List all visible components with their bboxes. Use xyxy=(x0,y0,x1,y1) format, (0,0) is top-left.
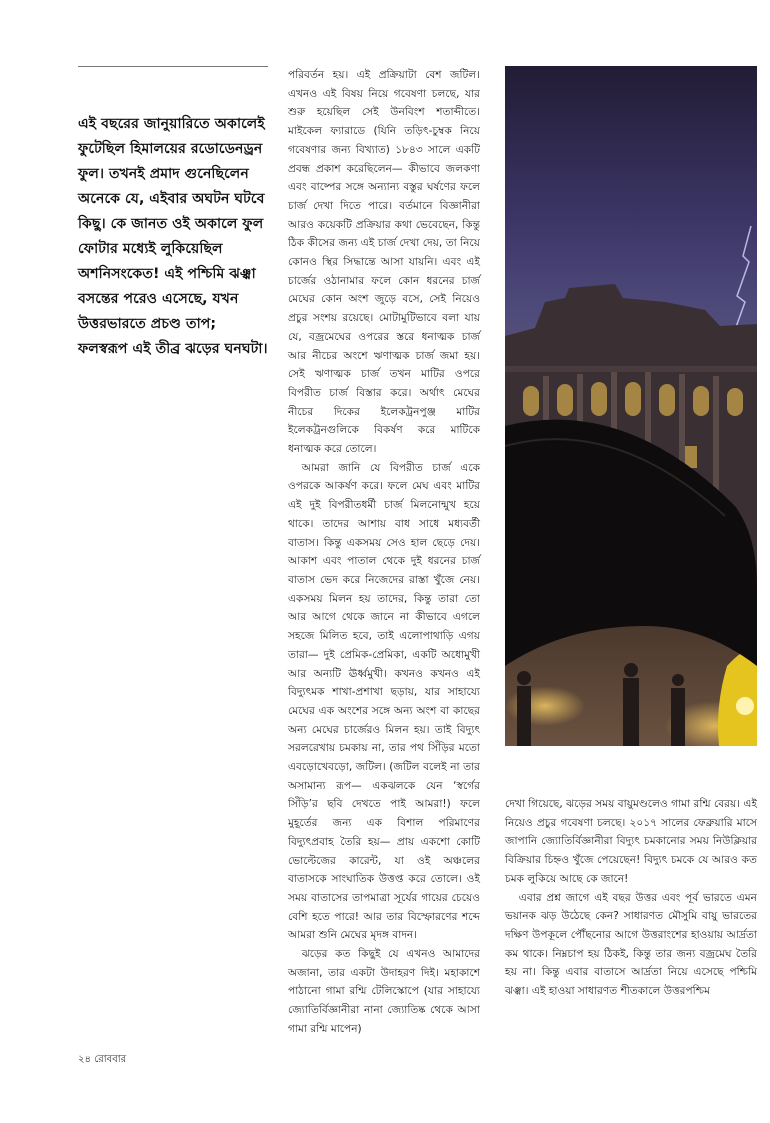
article-column-middle xyxy=(288,66,480,1039)
article-paragraph: এবার প্রশ্ন জাগে এই বছর উত্তর এবং পূর্ব ভারতে এমন ভয়ানক ঝড় উঠেছে কেন? সাধারণত মৌসুমি বায়ু ভারতের দক্ষিণ উপকূলে পৌঁছনোর আগে উত্তরাংশের হাওয়ায় আর্দ্রতা কম থাকে। নিম্নচাপ হয় ঠিকই, কিন্তু তার জন্য বজ্রমেঘ তৈরি হয় না। কিন্তু এবার বাতাসে আর্দ্রতা নিয়ে এসেছে পশ্চিমি ঝঞ্ঝা। এই হাওয়া সাধারণত শীতকালে উত্তরপশ্চিম xyxy=(505,891,757,998)
pull-quote-rule xyxy=(78,66,268,67)
lightning-bolt xyxy=(731,226,751,341)
pull-quote: এই বছরের জানুয়ারিতে অকালেই ফুটেছিল হিমালয়ের রডোডেনড্রন ফুল। তখনই প্রমাদ গুনেছিলেন অনেকে যে, এইবার অঘটন ঘটবে কিছু। কে জানত ওই অকালে ফুল ফোটার মধ্যেই লুকিয়েছিল অশনিসংকেত! এই পশ্চিমি ঝঞ্ঝা বসন্তের পরেও এসেছে, যখন উত্তরভারতে প্রচণ্ড তাপ; ফলস্বরূপ এই তীব্র ঝড়ের ঘনঘটা। xyxy=(78,116,268,357)
page-footer xyxy=(78,1052,126,1069)
article-column-right xyxy=(505,795,757,1001)
storm-photo xyxy=(505,66,757,746)
page-number: ২৪ xyxy=(78,1054,91,1065)
article-paragraph: ঝড়ের কত কিছুই যে এখনও আমাদের অজানা, তার একটা উদাহরণ দিই। মহাকাশে পাঠানো গামা রশ্মি টেলিস্কোপে (যার সাহায্যে জ্যোতির্বিজ্ঞানীরা নানা জ্যোতিষ্ক থেকে আসা গামা রশ্মি মাপেন) xyxy=(288,948,480,1035)
storm-photo-illustration xyxy=(505,66,757,746)
magazine-name: রোববার xyxy=(94,1054,127,1065)
article-paragraph: আমরা জানি যে বিপরীত চার্জ একে ওপরকে আকর্ষণ করে। ফলে মেঘ এবং মাটির এই দুই বিপরীতধর্মী চার্জ মিলনোন্মুখ হয়ে থাকে। তাদের আশায় বাধ সাধে মধ্যবর্তী বাতাস। কিন্তু একসময় সেও হাল ছেড়ে দেয়। আকাশ এবং পাতাল থেকে দুই ধরনের চার্জ বাতাস ভেদ করে নিজেদের রাস্তা খুঁজে নেয়। একসময় মিলন হয় তাদের, কিন্তু তারা তো আর আগে থেকে জানে না কীভাবে এগলে সহজে মিলিত হবে, তাই এলোপাথাড়ি এগয় তারা— দুই প্রেমিক-প্রেমিকা, একটি অধোমুখী আর অন্যটি ঊর্ধ্বমুখী। কখনও কখনও এই বিদ্যুৎমক শাখা-প্রশাখা ছড়ায়, যার সাহায্যে মেঘের এক অংশের সঙ্গে অন্য অংশ বা কাছের অন্য মেঘের চার্জেরও মিলন হয়। তাই বিদ্যুৎ সরলরেখায় চমকায় না, তার পথ সিঁড়ির মতো এবড়োখেবড়ো, জটিল। (জটিল বলেই না তার অসামান্য রূপ— একঝলকে যেন ‘স্বর্গের সিঁড়ি’র ছবি দেখতে পাই আমরা!) ফলে মুহূর্তের জন্য এক বিশাল পরিমাণের বিদ্যুৎপ্রবাহ তৈরি হয়— প্রায় একশো কোটি ভোল্টেজের কারেন্ট, যা ওই অঞ্চলের বাতাসকে সাংঘাতিক উত্তপ্ত করে তোলে। ওই সময় বাতাসের তাপমাত্রা সূর্যের গায়ের চেয়েও বেশি হতে পারে! আর তার বিস্ফোরণের শব্দে আমরা শুনি মেঘের মৃদঙ্গ বাদন। xyxy=(288,461,480,942)
article-paragraph: দেখা গিয়েছে, ঝড়ের সময় বায়ুমণ্ডলেও গামা রশ্মি বেরয়। এই নিয়েও প্রচুর গবেষণা চলছে। ২০১৭ সালের ফেব্রুয়ারি মাসে জাপানি জ্যোতির্বিজ্ঞানীরা বিদ্যুৎ চমকানোর সময় নিউক্লিয়ার বিক্রিয়ার চিহ্নও খুঁজে পেয়েছেন! বিদ্যুৎ চমকে যে আরও কত চমক লুকিয়ে আছে কে জানে! xyxy=(505,798,757,885)
article-paragraph: পরিবর্তন হয়। এই প্রক্রিয়াটা বেশ জটিল। এখনও এই বিষয় নিয়ে গবেষণা চলছে, যার শুরু হয়েছিল সেই উনবিংশ শতাব্দীতে। মাইকেল ফ্যারাডে (যিনি তড়িৎ-চুম্বক নিয়ে গবেষণার জন্য বিখ্যাত) ১৮৪৩ সালে একটি প্রবন্ধ প্রকাশ করেছিলেন— কীভাবে জলকণা এবং বাষ্পের সঙ্গে অন্যান্য বস্তুর ঘর্ষণের ফলে চার্জ দেখা দিতে পারে। বর্তমানে বিজ্ঞানীরা আরও কয়েকটি প্রক্রিয়ার কথা ভেবেছেন, কিন্তু ঠিক কীসের জন্য এই চার্জ দেখা দেয়, তা নিয়ে কোনও স্থির সিদ্ধান্তে আসা যায়নি। এবং এই চার্জের ওঠানামার ফলে কোন ধরনের চার্জ মেঘের কোন অংশ জুড়ে বসে, সেই নিয়েও প্রচুর সংশয় রয়েছে। মোটামুটিভাবে বলা যায় যে, বজ্রমেঘের ওপরের স্তরে ধনাত্মক চার্জ আর নীচের অংশে ঋণাত্মক চার্জ জমা হয়। সেই ঋণাত্মক চার্জ তখন মাটির ওপরে বিপরীত চার্জ বিস্তার করে। অর্থাৎ মেঘের নীচের দিকের ইলেকট্রনপুঞ্জ মাটির ইলেকট্রনগুলিকে বিকর্ষণ করে মাটিকে ধনাত্মক করে তোলে। xyxy=(288,69,480,456)
